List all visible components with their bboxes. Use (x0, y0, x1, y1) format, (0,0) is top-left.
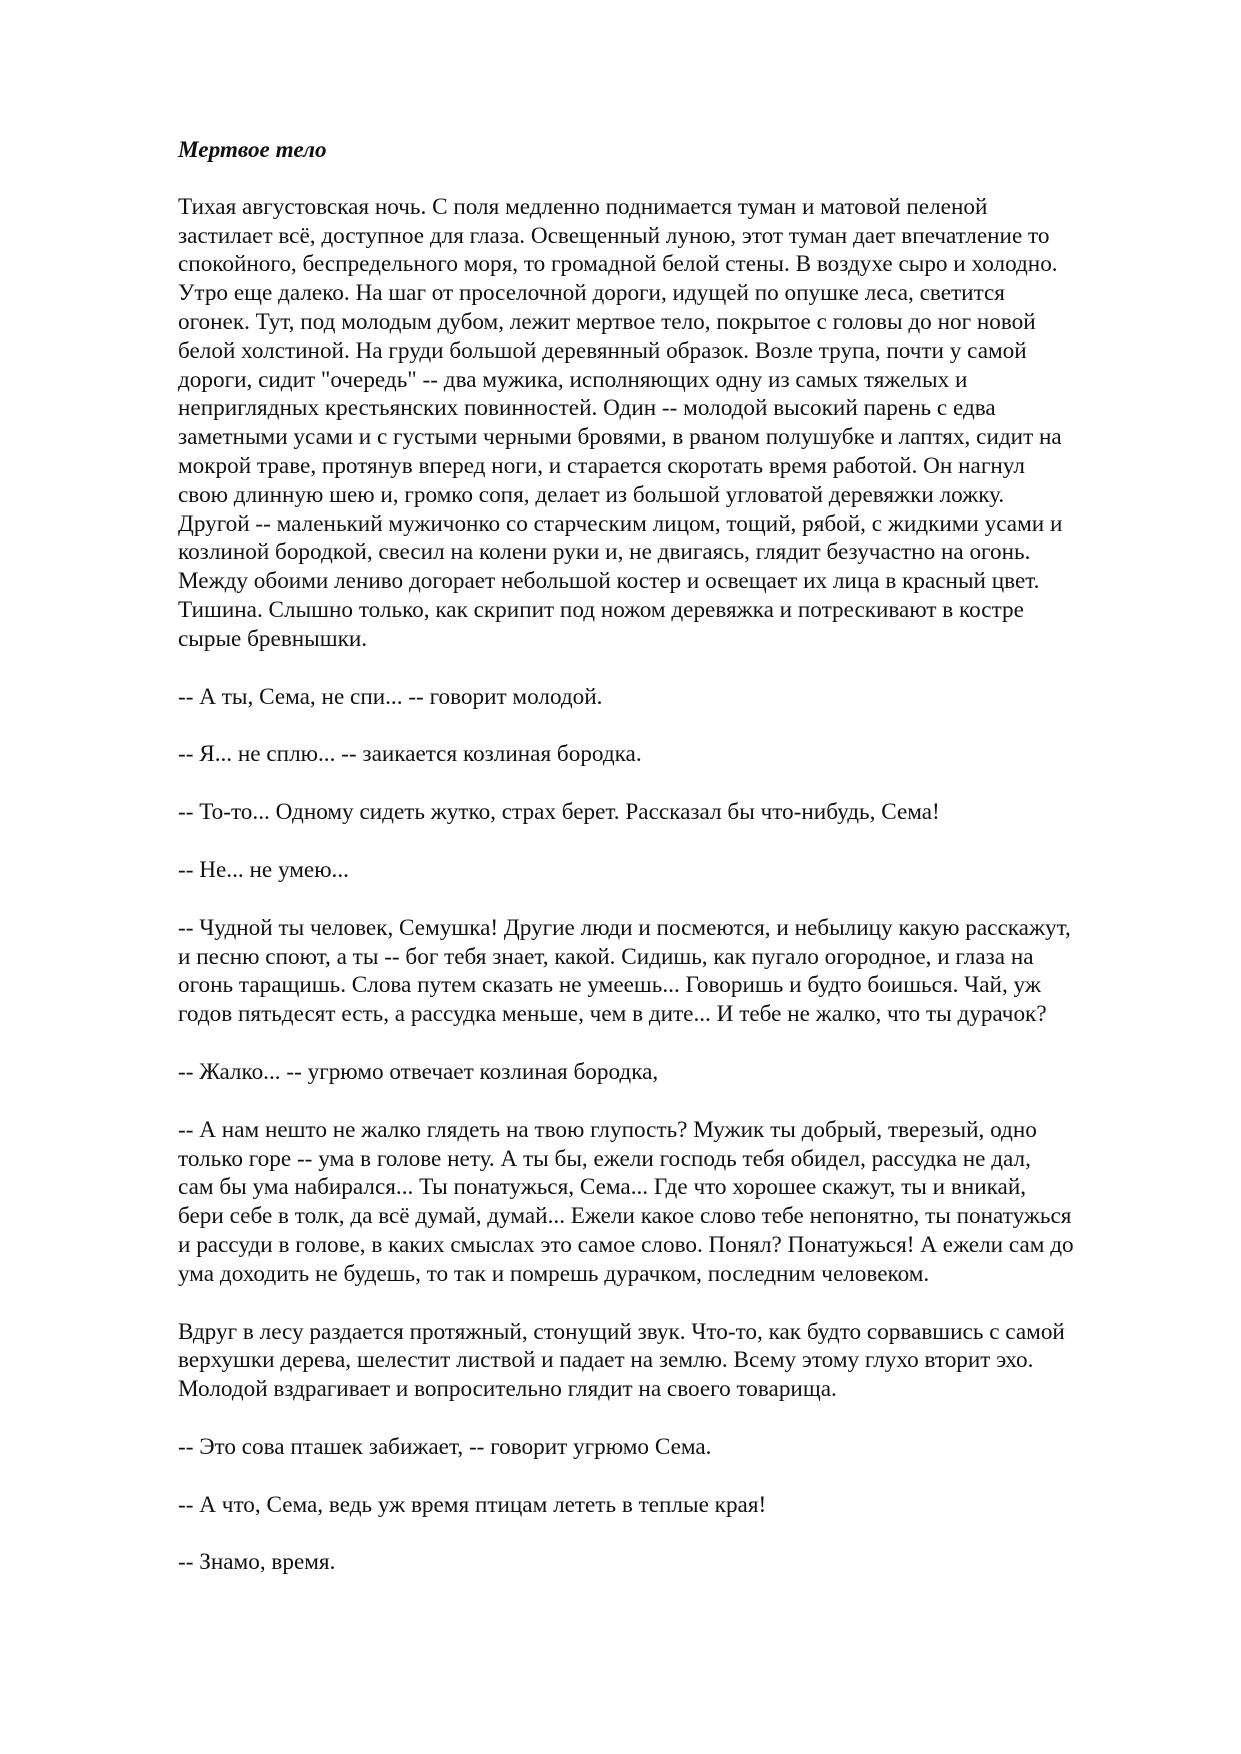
paragraph (178, 1116, 1168, 1289)
paragraph (178, 740, 1168, 769)
text-line: -- А что, Сема, ведь уж время птицам лететь в теплые края! (178, 1491, 767, 1518)
text-line: ума доходить не будешь, то так и помрешь дурачком, последним человеком. (178, 1260, 930, 1287)
text-line: -- Знамо, время. (178, 1549, 336, 1576)
paragraph (178, 798, 1168, 827)
paragraph (178, 193, 1168, 654)
text-line: сырые бревнышки. (178, 625, 368, 652)
text-line: сам бы ума набирался... Ты понатужься, Сема... Где что хорошее скажут, ты и вникай, (178, 1174, 1027, 1201)
text-line: годов пятьдесят есть, а рассудка меньше, чем в дите... И тебе не жалко, что ты дурачок? (178, 1001, 1047, 1028)
text-line: белой холстиной. На груди большой деревянный образок. Возле трупа, почти у самой (178, 337, 1027, 364)
text-line: мокрой траве, протянув вперед ноги, и старается скоротать время работой. Он нагнул (178, 452, 1025, 479)
text-line: -- Жалко... -- угрюмо отвечает козлиная бородка, (178, 1058, 659, 1085)
text-line: застилает всё, доступное для глаза. Освещенный луною, этот туман дает впечатление то (178, 222, 1050, 249)
paragraph (178, 856, 1168, 885)
text-line: бери себе в толк, да всё думай, думай... Ежели какое слово тебе непонятно, ты понатужься (178, 1203, 1072, 1230)
text-line: огонек. Тут, под молодым дубом, лежит мертвое тело, покрытое с головы до ног новой (178, 308, 1036, 335)
text-line: дороги, сидит "очередь" -- два мужика, исполняющих одну из самых тяжелых и (178, 366, 968, 393)
text-line: огонь таращишь. Слова путем сказать не умеешь... Говоришь и будто боишься. Чай, уж (178, 972, 1041, 999)
text-line: свою длинную шею и, громко сопя, делает из большой угловатой деревяжки ложку. (178, 481, 1005, 508)
paragraph (178, 683, 1168, 712)
text-line: козлиной бородкой, свесил на колени руки и, не двигаясь, глядит безучастно на огонь. (178, 539, 1031, 566)
paragraph (178, 1433, 1168, 1462)
paragraph (178, 1318, 1168, 1404)
text-line: -- А нам нешто не жалко глядеть на твою глупость? Мужик ты добрый, тверезый, одно (178, 1116, 1037, 1143)
document-title: Мертвое тело (178, 137, 327, 163)
paragraph (178, 914, 1168, 1029)
text-line: Между обоими лениво догорает небольшой костер и освещает их лица в красный цвет. (178, 568, 1040, 595)
text-line: -- Не... не умею... (178, 856, 349, 883)
document-body (178, 136, 1168, 1606)
text-line: -- Это сова пташек забижает, -- говорит угрюмо Сема. (178, 1433, 712, 1460)
text-line: Утро еще далеко. На шаг от проселочной дороги, идущей по опушке леса, светится (178, 280, 1005, 307)
text-line: и песню споют, а ты -- бог тебя знает, какой. Сидишь, как пугало огородное, и глаза на (178, 943, 1034, 970)
paragraph (178, 1548, 1168, 1577)
text-line: и рассуди в голове, в каких смыслах это самое слово. Понял? Понатужься! А ежели сам до (178, 1231, 1074, 1258)
text-line: неприглядных крестьянских повинностей. Один -- молодой высокий парень с едва (178, 395, 996, 422)
text-line: -- Я... не сплю... -- заикается козлиная бородка. (178, 741, 642, 768)
paragraph (178, 1058, 1168, 1087)
text-line: верхушки дерева, шелестит листвой и падает на землю. Всему этому глухо вторит эхо. (178, 1347, 1034, 1374)
text-line: Другой -- маленький мужичонко со старческим лицом, тощий, рябой, с жидкими усами и (178, 510, 1063, 537)
text-line: -- Чудной ты человек, Семушка! Другие люди и посмеются, и небылицу какую расскажут, (178, 914, 1071, 941)
text-line: Вдруг в лесу раздается протяжный, стонущий звук. Что-то, как будто сорвавшись с самой (178, 1318, 1065, 1345)
text-line: только горе -- ума в голове нету. А ты бы, ежели господь тебя обидел, рассудка не дал, (178, 1145, 1031, 1172)
text-line: спокойного, беспредельного моря, то громадной белой стены. В воздухе сыро и холодно. (178, 251, 1058, 278)
text-line: Молодой вздрагивает и вопросительно глядит на своего товарища. (178, 1376, 837, 1403)
text-line: -- А ты, Сема, не спи... -- говорит молодой. (178, 683, 603, 710)
text-line: Тишина. Слышно только, как скрипит под ножом деревяжка и потрескивают в костре (178, 596, 1024, 623)
text-line: -- То-то... Одному сидеть жутко, страх берет. Рассказал бы что-нибудь, Сема! (178, 799, 940, 826)
text-line: заметными усами и с густыми черными бровями, в рваном полушубке и лаптях, сидит на (178, 424, 1062, 451)
text-line: Тихая августовская ночь. С поля медленно поднимается туман и матовой пеленой (178, 193, 988, 220)
paragraph (178, 1491, 1168, 1520)
